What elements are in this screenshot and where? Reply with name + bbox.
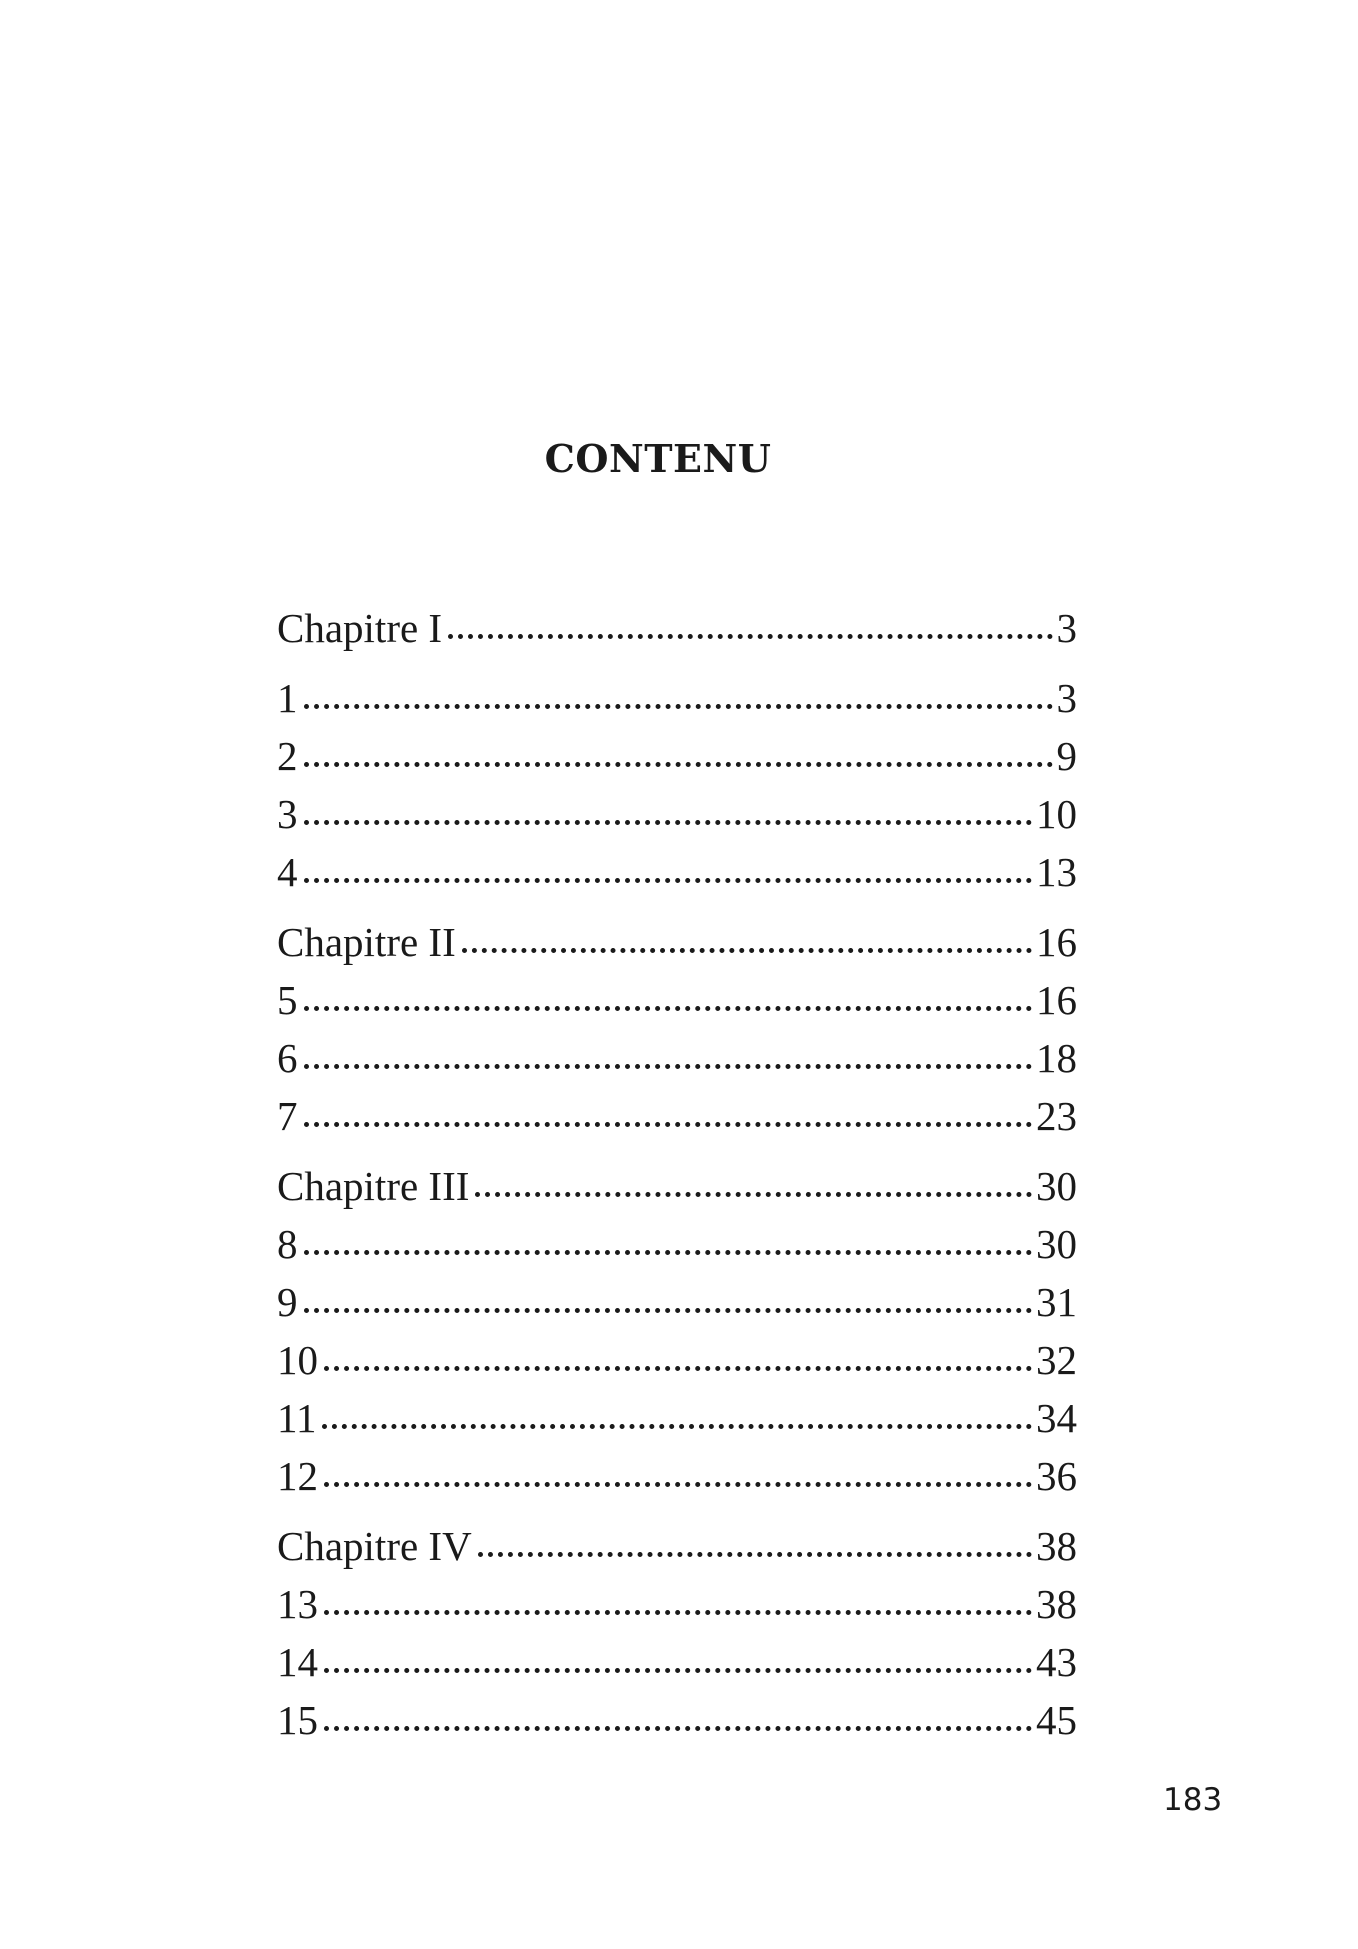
toc-entry-page: 23 <box>1036 1093 1077 1139</box>
toc-entry-section-13[interactable] <box>277 1576 1077 1632</box>
toc-entry-section-12[interactable] <box>277 1448 1077 1504</box>
toc-entry-label: 15 <box>277 1697 318 1743</box>
toc-entry-label: Chapitre II <box>277 919 456 965</box>
dot-leader <box>304 1308 1033 1313</box>
toc-entry-page: 30 <box>1036 1221 1077 1267</box>
toc-entry-label: 1 <box>277 675 298 721</box>
toc-entry-label: 7 <box>277 1093 298 1139</box>
toc-entry-page: 3 <box>1056 605 1077 651</box>
toc-entry-label: Chapitre III <box>277 1163 470 1209</box>
toc-entry-page: 31 <box>1036 1279 1077 1325</box>
dot-leader <box>304 1122 1033 1127</box>
dot-leader <box>324 1482 1032 1487</box>
toc-entry-page: 38 <box>1036 1581 1077 1627</box>
toc-entry-chapitre-4[interactable] <box>277 1518 1077 1574</box>
toc-entry-label: 8 <box>277 1221 298 1267</box>
toc-entry-section-6[interactable] <box>277 1030 1077 1086</box>
toc-entry-section-7[interactable] <box>277 1088 1077 1144</box>
dot-leader <box>324 1668 1032 1673</box>
dot-leader <box>304 704 1053 709</box>
toc-entry-page: 34 <box>1036 1395 1077 1441</box>
toc-entry-page: 36 <box>1036 1453 1077 1499</box>
toc-entry-page: 9 <box>1056 733 1077 779</box>
dot-leader <box>475 1192 1032 1197</box>
toc-entry-page: 13 <box>1036 849 1077 895</box>
toc-entry-label: 3 <box>277 791 298 837</box>
toc-entry-label: 5 <box>277 977 298 1023</box>
toc-entry-page: 18 <box>1036 1035 1077 1081</box>
toc-entry-section-10[interactable] <box>277 1332 1077 1388</box>
toc-entry-section-9[interactable] <box>277 1274 1077 1330</box>
toc-entry-page: 38 <box>1036 1523 1077 1569</box>
dot-leader <box>462 948 1032 953</box>
dot-leader <box>324 1726 1032 1731</box>
dot-leader <box>304 1064 1033 1069</box>
dot-leader <box>304 762 1053 767</box>
toc-entry-section-5[interactable] <box>277 972 1077 1028</box>
toc-entry-label: Chapitre I <box>277 605 443 651</box>
toc-entry-section-15[interactable] <box>277 1692 1077 1748</box>
toc-entry-chapitre-1[interactable] <box>277 600 1077 656</box>
toc-entry-label: Chapitre IV <box>277 1523 472 1569</box>
toc-entry-section-8[interactable] <box>277 1216 1077 1272</box>
toc-entry-label: 6 <box>277 1035 298 1081</box>
toc-entry-section-4[interactable] <box>277 844 1077 900</box>
toc-entry-page: 16 <box>1036 977 1077 1023</box>
toc-entry-page: 43 <box>1036 1639 1077 1685</box>
dot-leader <box>448 634 1052 639</box>
toc-entry-label: 13 <box>277 1581 318 1627</box>
page-number: 183 <box>1163 1782 1223 1818</box>
toc-entry-label: 2 <box>277 733 298 779</box>
toc-entry-section-2[interactable] <box>277 728 1077 784</box>
page-title: CONTENU <box>544 436 772 481</box>
toc-entry-page: 16 <box>1036 919 1077 965</box>
dot-leader <box>304 820 1033 825</box>
toc-entry-page: 3 <box>1056 675 1077 721</box>
dot-leader <box>304 878 1033 883</box>
toc-entry-label: 4 <box>277 849 298 895</box>
toc-entry-label: 9 <box>277 1279 298 1325</box>
toc-entry-page: 30 <box>1036 1163 1077 1209</box>
toc-entry-label: 11 <box>277 1395 317 1441</box>
dot-leader <box>322 1424 1032 1429</box>
toc-entry-chapitre-3[interactable] <box>277 1158 1077 1214</box>
toc-entry-label: 12 <box>277 1453 318 1499</box>
toc-entry-section-1[interactable] <box>277 670 1077 726</box>
dot-leader <box>324 1610 1032 1615</box>
toc-entry-label: 10 <box>277 1337 318 1383</box>
toc-entry-page: 32 <box>1036 1337 1077 1383</box>
toc-entry-page: 45 <box>1036 1697 1077 1743</box>
dot-leader <box>304 1250 1033 1255</box>
toc-entry-chapitre-2[interactable] <box>277 914 1077 970</box>
toc-entry-section-3[interactable] <box>277 786 1077 842</box>
dot-leader <box>324 1366 1032 1371</box>
toc-entry-section-14[interactable] <box>277 1634 1077 1690</box>
toc-entry-page: 10 <box>1036 791 1077 837</box>
toc-entry-label: 14 <box>277 1639 318 1685</box>
toc-entry-section-11[interactable] <box>277 1390 1077 1446</box>
dot-leader <box>478 1552 1032 1557</box>
dot-leader <box>304 1006 1033 1011</box>
